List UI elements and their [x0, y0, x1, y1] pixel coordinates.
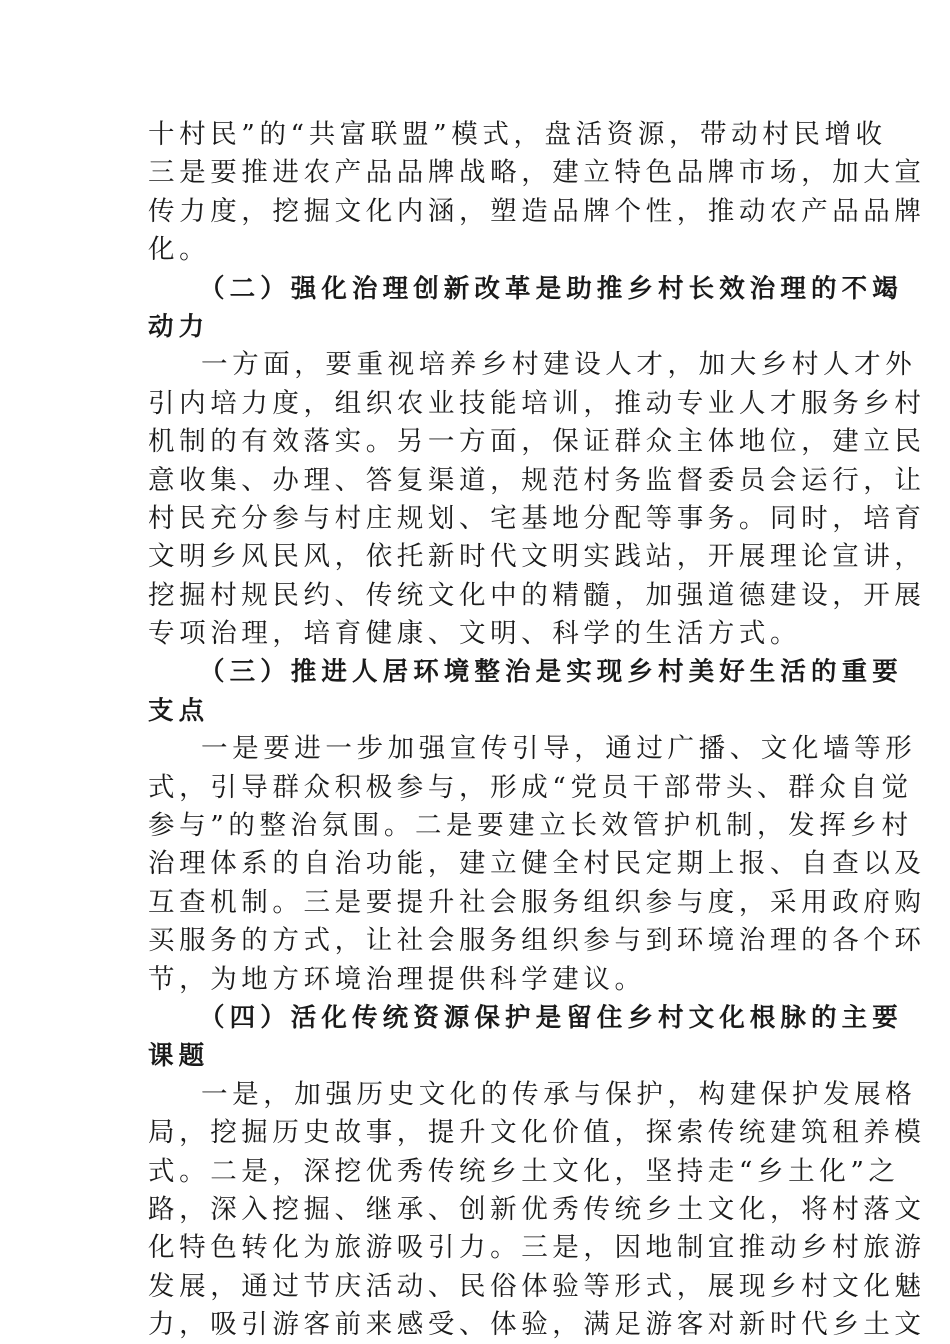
body-line: 村民充分参与村庄规划、宅基地分配等事务。同时，培育 — [148, 502, 926, 534]
body-line: 化。 — [148, 234, 211, 266]
body-line: 路，深入挖掘、继承、创新优秀传统乡土文化，将村落文 — [148, 1193, 926, 1225]
body-line: 力，吸引游客前来感受、体验，满足游客对新时代乡土文 — [148, 1309, 926, 1341]
body-line: 一是要进一步加强宣传引导，通过广播、文化墙等形 — [201, 733, 917, 765]
body-line: 三是要推进农产品品牌战略，建立特色品牌市场，加大宣 — [148, 157, 926, 189]
body-line: 意收集、办理、答复渠道，规范村务监督委员会运行，让 — [148, 464, 926, 496]
section-heading: 课题 — [148, 1041, 210, 1072]
section-heading: 支点 — [148, 695, 210, 726]
section-heading: （三）推进人居环境整治是实现乡村美好生活的重要 — [199, 657, 903, 688]
body-line: 式。二是，深挖优秀传统乡土文化，坚持走“乡土化”之 — [148, 1155, 900, 1187]
body-line: 专项治理，培育健康、文明、科学的生活方式。 — [148, 618, 802, 650]
body-line: 文明乡风民风，依托新时代文明实践站，开展理论宣讲， — [148, 541, 926, 573]
body-line: 机制的有效落实。另一方面，保证群众主体地位，建立民 — [148, 426, 926, 458]
body-line: 挖掘村规民约、传统文化中的精髓，加强道德建设，开展 — [148, 579, 926, 611]
body-line: 化特色转化为旅游吸引力。三是，因地制宜推动乡村旅游 — [148, 1232, 926, 1264]
body-line: 式，引导群众积极参与，形成“党员干部带头、群众自觉 — [148, 771, 913, 803]
body-line: 买服务的方式，让社会服务组织参与到环境治理的各个环 — [148, 925, 926, 957]
body-line: 互查机制。三是要提升社会服务组织参与度，采用政府购 — [148, 886, 926, 918]
body-line: 一是，加强历史文化的传承与保护，构建保护发展格 — [201, 1078, 917, 1110]
body-line: 一方面，要重视培养乡村建设人才，加大乡村人才外 — [201, 349, 917, 381]
document-body — [148, 116, 926, 1344]
body-line: 传力度，挖掘文化内涵，塑造品牌个性，推动农产品品牌 — [148, 195, 926, 227]
body-line: 发展，通过节庆活动、民俗体验等形式，展现乡村文化魅 — [148, 1270, 926, 1302]
body-line: 局，挖掘历史故事，提升文化价值，探索传统建筑租养模 — [148, 1117, 926, 1149]
body-line: 引内培力度，组织农业技能培训，推动专业人才服务乡村 — [148, 387, 926, 419]
section-heading: 动力 — [148, 311, 210, 342]
section-heading: （二）强化治理创新改革是助推乡村长效治理的不竭 — [199, 273, 903, 304]
body-line: 十村民”的“共富联盟”模式，盘活资源，带动村民增收 — [148, 119, 887, 150]
body-line: 治理体系的自治功能，建立健全村民定期上报、自查以及 — [148, 848, 926, 880]
body-line: 参与”的整治氛围。二是要建立长效管护机制，发挥乡村 — [148, 810, 913, 842]
body-line: 节，为地方环境治理提供科学建议。 — [148, 963, 646, 995]
section-heading: （四）活化传统资源保护是留住乡村文化根脉的主要 — [199, 1002, 903, 1033]
